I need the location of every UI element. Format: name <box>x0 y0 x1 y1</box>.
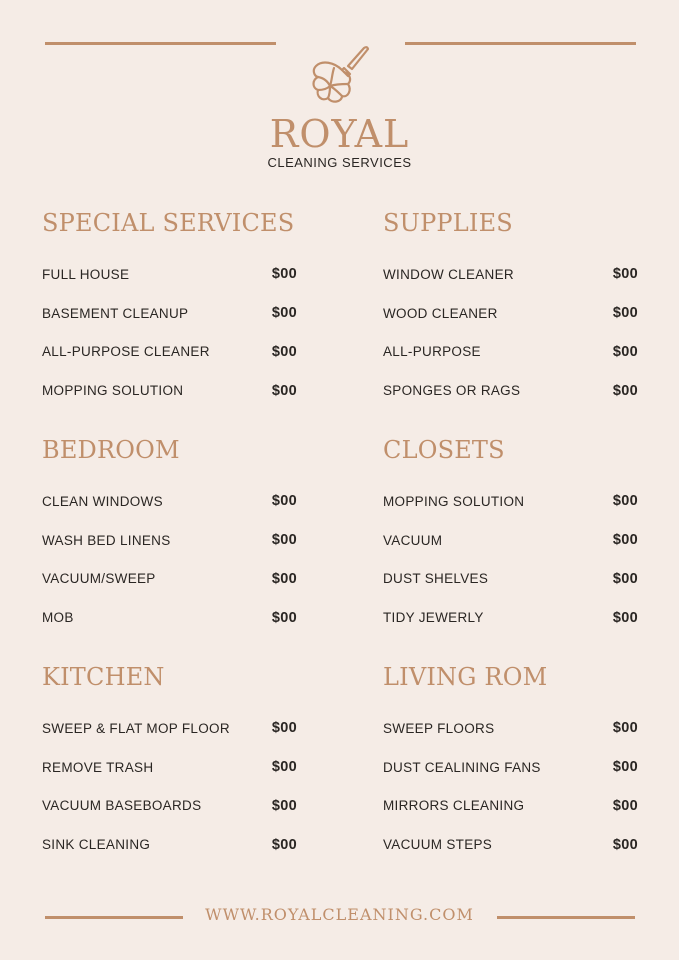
section-title: SUPPLIES <box>383 209 513 237</box>
item-name: MOPPING SOLUTION <box>383 493 525 509</box>
section-title: BEDROOM <box>42 436 180 464</box>
menu-item <box>383 371 638 410</box>
menu-item <box>383 748 638 787</box>
item-name: WASH BED LINENS <box>42 532 171 548</box>
menu-item <box>42 333 297 372</box>
brand-title: ROYAL <box>269 112 410 156</box>
item-name: MOB <box>42 610 74 626</box>
section-bedroom <box>42 432 297 637</box>
menu-item <box>42 521 297 560</box>
item-name: DUST CEALINING FANS <box>383 759 541 775</box>
section-supplies <box>383 205 638 410</box>
item-name: FULL HOUSE <box>42 266 130 282</box>
section-title: CLOSETS <box>383 436 505 464</box>
menu-item <box>42 255 297 294</box>
menu-item <box>383 333 638 372</box>
menu-item <box>383 598 638 637</box>
item-price: $00 <box>271 720 297 737</box>
menu-item <box>42 294 297 333</box>
item-price: $00 <box>612 532 638 549</box>
item-name: ALL-PURPOSE <box>383 344 481 360</box>
item-price: $00 <box>271 836 297 853</box>
menu-item <box>383 294 638 333</box>
section-kitchen <box>42 659 297 864</box>
item-name: BASEMENT CLEANUP <box>42 305 189 321</box>
item-price: $00 <box>271 305 297 322</box>
menu-item <box>383 787 638 826</box>
item-name: DUST SHELVES <box>383 571 489 587</box>
menu-item <box>383 709 638 748</box>
section-title: SPECIAL SERVICES <box>42 209 295 237</box>
feather-duster-icon <box>304 44 376 108</box>
item-price: $00 <box>612 266 638 283</box>
item-price: $00 <box>271 532 297 549</box>
menu-item <box>383 825 638 864</box>
menu-item <box>383 255 638 294</box>
item-price: $00 <box>612 343 638 360</box>
item-price: $00 <box>271 343 297 360</box>
item-name: VACUUM/SWEEP <box>42 571 156 587</box>
item-price: $00 <box>271 382 297 399</box>
item-price: $00 <box>612 493 638 510</box>
section-title: LIVING ROM <box>383 663 548 691</box>
menu-item <box>42 598 297 637</box>
item-name: MIRRORS CLEANING <box>383 798 525 814</box>
item-price: $00 <box>271 266 297 283</box>
menu-item <box>42 825 297 864</box>
item-name: VACUUM BASEBOARDS <box>42 798 202 814</box>
item-price: $00 <box>612 609 638 626</box>
item-name: VACUUM <box>383 532 443 548</box>
item-name: SINK CLEANING <box>42 837 151 853</box>
item-price: $00 <box>612 836 638 853</box>
section-title: KITCHEN <box>42 663 165 691</box>
item-name: REMOVE TRASH <box>42 759 154 775</box>
top-rule-right <box>405 42 636 45</box>
section-living-room <box>383 659 638 864</box>
top-rule-left <box>45 42 276 45</box>
menu-item <box>383 482 638 521</box>
section-closets <box>383 432 638 637</box>
menu-item <box>42 560 297 599</box>
item-name: SWEEP & FLAT MOP FLOOR <box>42 720 230 736</box>
item-price: $00 <box>612 570 638 587</box>
item-name: MOPPING SOLUTION <box>42 383 184 399</box>
item-price: $00 <box>271 493 297 510</box>
menu-item <box>42 787 297 826</box>
item-name: CLEAN WINDOWS <box>42 493 163 509</box>
website-link[interactable]: WWW.ROYALCLEANING.COM <box>205 905 474 924</box>
item-price: $00 <box>271 759 297 776</box>
item-price: $00 <box>612 382 638 399</box>
item-name: SPONGES OR RAGS <box>383 383 521 399</box>
item-price: $00 <box>612 720 638 737</box>
menu-item <box>383 560 638 599</box>
item-price: $00 <box>271 609 297 626</box>
item-price: $00 <box>612 759 638 776</box>
item-name: WINDOW CLEANER <box>383 266 514 282</box>
item-name: WOOD CLEANER <box>383 305 498 321</box>
item-name: VACUUM STEPS <box>383 837 493 853</box>
menu-item <box>42 371 297 410</box>
item-price: $00 <box>271 570 297 587</box>
item-price: $00 <box>271 797 297 814</box>
section-special-services <box>42 205 297 410</box>
item-name: SWEEP FLOORS <box>383 720 495 736</box>
brand-subtitle: CLEANING SERVICES <box>267 155 412 170</box>
menu-item <box>42 709 297 748</box>
menu-item <box>383 521 638 560</box>
item-name: TIDY JEWERLY <box>383 610 484 626</box>
menu-item <box>42 748 297 787</box>
menu-item <box>42 482 297 521</box>
item-name: ALL-PURPOSE CLEANER <box>42 344 210 360</box>
item-price: $00 <box>612 797 638 814</box>
item-price: $00 <box>612 305 638 322</box>
